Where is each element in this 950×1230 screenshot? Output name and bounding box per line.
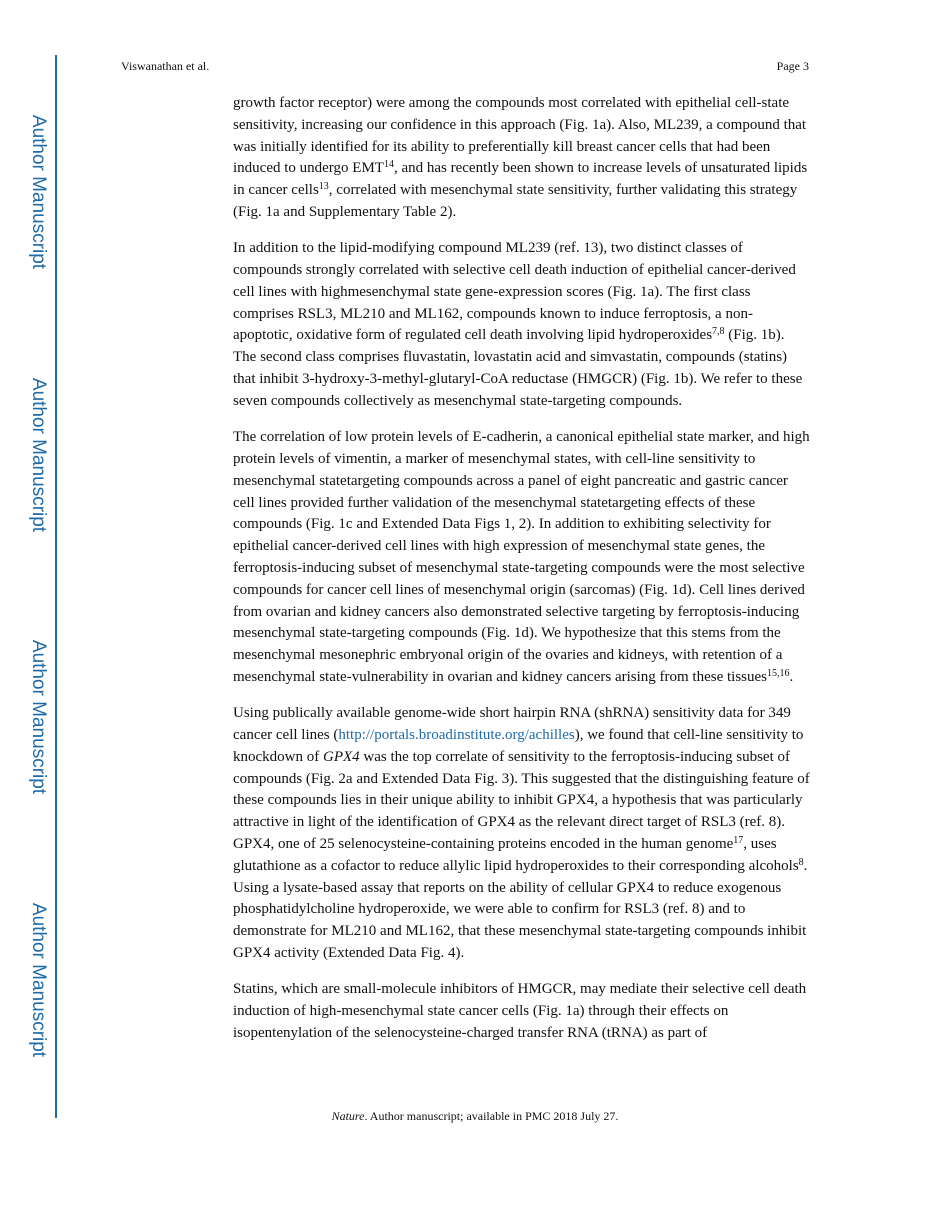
journal-name: Nature [331, 1109, 365, 1123]
running-header-authors: Viswanathan et al. [121, 59, 210, 73]
citation: 8 [798, 856, 804, 868]
paragraph: In addition to the lipid-modifying compound ML239 (ref. 13), two distinct classes of compounds strongly correlated with selective cell death induction of epithelial cancer-derived cell lines with highmesenchymal state gene-expression scores (Fig. 1a). The first class comprises RSL3, ML210 and ML162, compounds known to induce ferroptosis, a non-apoptotic, oxidative form of regulated cell death involving lipid hydroperoxides$^{7,8}$ (Fig. 1b). The second class comprises fluvastatin, lovastatin acid and simvastatin, compounds (statins) that inhibit 3-hydroxy-3-methyl-glutaryl-CoA reductase (HMGCR) (Fig. 1b). We refer to these seven compounds collectively as mesenchymal state-targeting compounds. [233, 240, 803, 409]
footer: Nature. Author manuscript; available in PMC 2018 July 27. [331, 1109, 619, 1123]
citation: 7,8 [712, 326, 725, 338]
article-body [233, 93, 811, 1059]
citation: 14 [383, 159, 394, 171]
achilles-link[interactable]: http://portals.broadinstitute.org/achilles [338, 727, 575, 744]
paragraph: Statins, which are small-molecule inhibitors of HMGCR, may mediate their selective cell death induction of high-mesenchymal state cancer cells (Fig. 1a) through their effects on isopentenylation of the selenocysteine-charged transfer RNA (tRNA) as part of [233, 981, 807, 1041]
paragraph: growth factor receptor) were among the compounds most correlated with epithelial cell-state sensitivity, increasing our confidence in this approach (Fig. 1a). Also, ML239, a compound that was initially identified for its ability to preferentially kill breast cancer cells that had been induced to undergo EMT$^{14}$, and has recently been shown to increase levels of unsaturated lipids in cancer cells$^{13}$, correlated with mesenchymal state sensitivity, further validating this strategy (Fig. 1a and Supplementary Table 2). [233, 95, 808, 220]
citation: 15,16 [767, 667, 790, 679]
citation: 17 [733, 835, 744, 846]
paragraph: The correlation of low protein levels of E-cadherin, a canonical epithelial state marker, and high protein levels of vimentin, a marker of mesenchymal states, with cell-line sensitivity to mesenchymal statetargeting compounds across a panel of eight pancreatic and gastric cancer cell lines provided further validation of the mesenchymal statetargeting effects of these compounds (Fig. 1c and Extended Data Figs 1, 2). In addition to exhibiting selectivity for epithelial cancer-derived cell lines with high expression of mesenchymal state genes, the ferroptosis-inducing subset of mesenchymal state-targeting compounds were the most selective compounds for cancer cell lines of mesenchymal origin (sarcomas) (Fig. 1d). Cell lines derived from ovarian and kidney cancers also demonstrated selective targeting by ferroptosis-inducing mesenchymal state-targeting compounds (Fig. 1d). We hypothesize that this stems from the mesenchymal mesonephric embryonal origin of the ovaries and kidneys, with retention of a mesenchymal state-vulnerability in ovarian and kidney cancers arising from these tissues$^{15,16}$. [233, 429, 810, 685]
citation: 13 [318, 181, 329, 193]
gene-name: GPX4 [323, 748, 360, 765]
paragraph: Using publically available genome-wide short hairpin RNA (shRNA) sensitivity data for 349 cancer cell lines (http://portals.broadinstitute.org/achilles), we found that cell-line sensitivity to knockdown of GPX4 was the top correlate of sensitivity to the ferroptosis-inducing subset of compounds (Fig. 2a and Extended Data Fig. 3). This suggested that the distinguishing feature of these compounds lies in their unique ability to inhibit GPX4, a hypothesis that was particularly attractive in light of the identification of GPX4 as the relevant direct target of RSL3 (ref. 8). GPX4, one of 25 selenocysteine-containing proteins encoded in the human genome$^{17}$, uses glutathione as a cofactor to reduce allylic lipid hydroperoxides to their corresponding alcohols$^8$. Using a lysate-based assay that reports on the ability of cellular GPX4 to reduce exogenous phosphatidylcholine hydroperoxide, we were able to confirm for RSL3 (ref. 8) and to demonstrate for ML210 and ML162, that these mesenchymal state-targeting compounds inhibit GPX4 activity (Extended Data Fig. 4). [233, 705, 810, 961]
page-number: Page 3 [776, 59, 809, 73]
sidebar-rule [55, 55, 57, 1118]
